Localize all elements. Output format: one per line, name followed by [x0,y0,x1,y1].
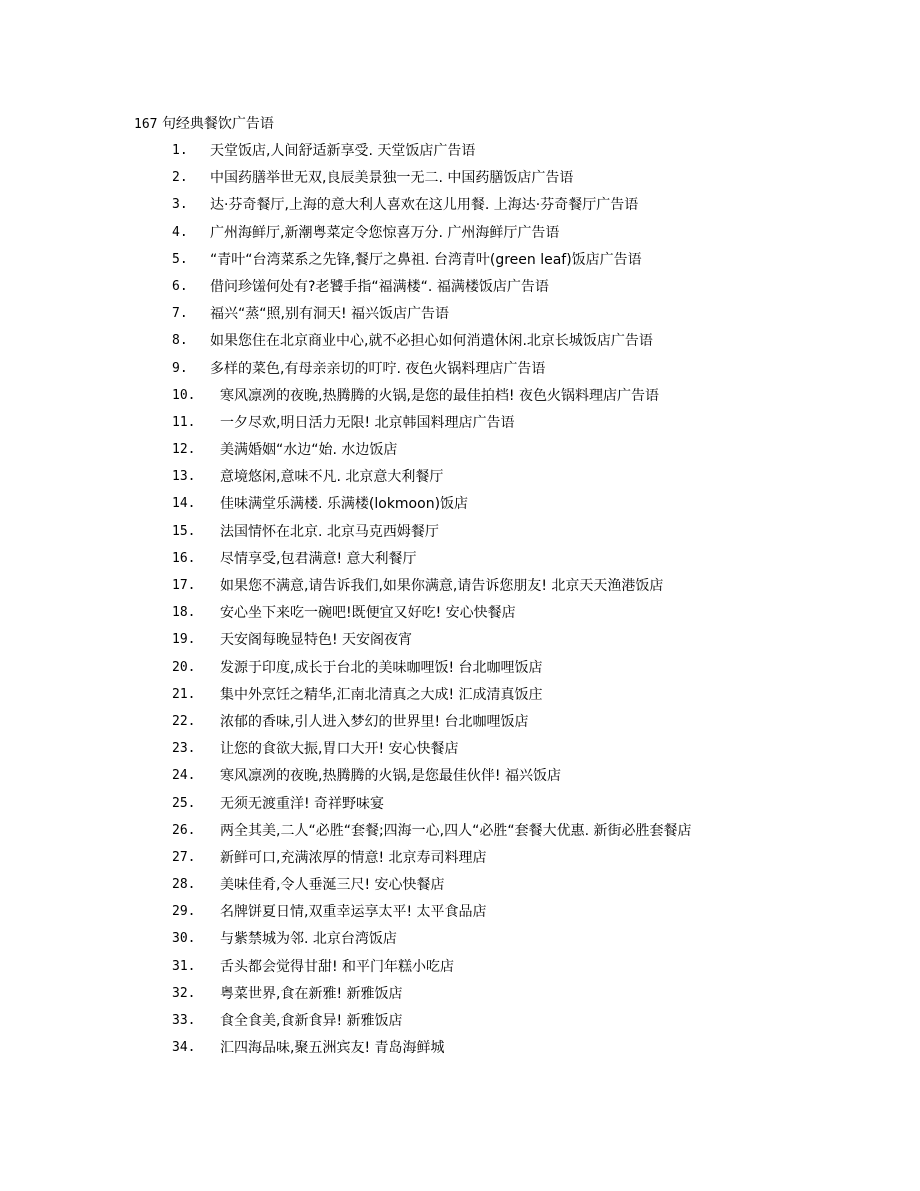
list-item-text: 让您的食欲大振,胃口大开! 安心快餐店 [220,741,459,758]
list-item [172,820,692,847]
list-item-number: 10. [172,387,196,403]
list-item-text: 如果您不满意,请告诉我们,如果你满意,请告诉您朋友! 北京天天渔港饭店 [220,578,664,594]
document-title [134,114,274,135]
list-item-number: 31. [172,958,196,974]
list-item-number: 11. [172,414,196,430]
list-item [172,901,692,928]
list-item-text: 法国情怀在北京. 北京马克西姆餐厅 [220,523,439,540]
list-item-number: 21. [172,686,196,702]
list-item [172,521,692,548]
list-item [172,167,692,194]
list-item-text: 一夕尽欢,明日活力无限! 北京韩国料理店广告语 [220,414,515,431]
list-item-number: 22. [172,713,196,729]
list-item-number: 18. [172,605,196,621]
list-item-number: 20. [172,659,196,675]
title-text: 句经典餐饮广告语 [161,116,274,132]
list-item-number: 9. [172,360,188,376]
list-item-text: 中国药膳举世无双,良辰美景独一无二. 中国药膳饭店广告语 [210,170,574,187]
list-item [172,222,692,249]
list-item-text: 新鲜可口,充满浓厚的情意! 北京寿司料理店 [220,849,487,866]
list-item [172,385,692,412]
list-item-number: 26. [172,822,196,838]
list-item-text: 借问珍馐何处有?老饕手指“福满楼“. 福满楼饭店广告语 [210,278,549,295]
list-item [172,276,692,303]
list-item-text: 天安阁每晚显特色! 天安阁夜宵 [220,632,413,649]
list-item [172,466,692,493]
list-item [172,412,692,439]
list-item-number: 12. [172,442,196,458]
list-item [172,874,692,901]
list-item-text: 两全其美,二人“必胜“套餐;四海一心,四人“必胜“套餐大优惠. 新街必胜套餐店 [220,822,692,839]
list-item [172,793,692,820]
list-item-number: 2. [172,170,188,186]
list-item-number: 1. [172,143,188,158]
list-item [172,629,692,656]
list-item [172,439,692,466]
list-item-text: 无须无渡重洋! 奇祥野味宴 [220,795,385,812]
list-item-number: 7. [172,306,188,322]
list-item [172,493,692,520]
list-item-text: 美满婚姻“水边“始. 水边饭店 [220,442,398,459]
list-item-text: 天堂饭店,人间舒适新享受. 天堂饭店广告语 [210,143,476,159]
list-item-number: 8. [172,333,188,349]
list-item-text: 粤菜世界,食在新雅! 新雅饭店 [220,985,403,1002]
list-item-number: 14. [172,496,196,512]
list-item [172,657,692,684]
list-item [172,983,692,1010]
list-item-text: 汇四海品味,聚五洲宾友! 青岛海鲜城 [220,1040,445,1057]
list-item-number: 17. [172,578,196,593]
list-item-text: 美味佳肴,令人垂涎三尺! 安心快餐店 [220,877,445,894]
list-item-number: 15. [172,523,196,539]
list-item-text: 达·芬奇餐厅,上海的意大利人喜欢在这儿用餐. 上海达·芬奇餐厅广告语 [210,197,639,214]
list-item [172,330,692,357]
list-item-text: 福兴“蒸“照,别有洞天! 福兴饭店广告语 [210,306,450,323]
list-item-number: 24. [172,768,196,784]
list-item-text: 集中外烹饪之精华,汇南北清真之大成! 汇成清真饭庄 [220,686,543,703]
list-item [172,738,692,765]
list-item-number: 5. [172,251,188,267]
list-item-number: 6. [172,278,188,294]
list-item-text: 与紫禁城为邻. 北京台湾饭店 [220,931,397,948]
list-item-number: 34. [172,1040,196,1056]
list-item-text: 安心坐下来吃一碗吧!既便宜又好吃! 安心快餐店 [220,605,516,622]
list-item-number: 4. [172,224,188,240]
list-item [172,1037,692,1064]
list-item-text: 意境悠闲,意味不凡. 北京意大利餐厅 [220,469,444,486]
list-item [172,140,692,167]
list-item-text: 名牌饼夏日情,双重幸运享太平! 太平食品店 [220,904,487,921]
list-item-text: 舌头都会觉得甘甜! 和平门年糕小吃店 [220,958,455,975]
list-item [172,303,692,330]
list-item-number: 3. [172,197,188,213]
list-item [172,194,692,221]
list-item-text: 寒风凛冽的夜晚,热腾腾的火锅,是您的最佳拍档! 夜色火锅料理店广告语 [220,387,659,404]
list-item-number: 13. [172,469,196,485]
list-item-number: 25. [172,795,196,811]
list-item [172,956,692,983]
list-item-text: 食全食美,食新食异! 新雅饭店 [220,1013,403,1029]
list-item [172,575,692,602]
list-item-number: 33. [172,1013,196,1028]
list-item-text: 发源于印度,成长于台北的美味咖哩饭! 台北咖哩饭店 [220,659,543,676]
list-item-text: 广州海鲜厅,新潮粤菜定令您惊喜万分. 广州海鲜厅广告语 [210,224,560,241]
list-item [172,548,692,575]
list-item [172,847,692,874]
list-item-text: 浓郁的香味,引人进入梦幻的世界里! 台北咖哩饭店 [220,713,529,730]
list-item [172,358,692,385]
list-item-text: 尽情享受,包君满意! 意大利餐厅 [220,550,417,567]
list-item [172,765,692,792]
list-item-number: 28. [172,877,196,893]
list-item-text: 佳味满堂乐满楼. 乐满楼(lokmoon)饭店 [220,496,469,513]
list-item-number: 30. [172,931,196,947]
title-number: 167 [134,117,158,132]
list-item [172,249,692,276]
list-item-number: 16. [172,550,196,566]
list-item [172,1010,692,1037]
list-item-number: 32. [172,985,196,1001]
list-item-number: 19. [172,632,196,648]
list-item-number: 29. [172,904,196,920]
list-item [172,684,692,711]
list-item [172,711,692,738]
list-item-text: 寒风凛冽的夜晚,热腾腾的火锅,是您最佳伙伴! 福兴饭店 [220,768,561,785]
list-item [172,602,692,629]
list-item-text: “青叶“台湾菜系之先锋,餐厅之鼻祖. 台湾青叶(green leaf)饭店广告语 [210,251,642,268]
list-item-text: 多样的菜色,有母亲亲切的叮咛. 夜色火锅料理店广告语 [210,360,546,377]
list-item [172,928,692,955]
slogan-list [172,140,692,1064]
list-item-text: 如果您住在北京商业中心,就不必担心如何消遣休闲.北京长城饭店广告语 [210,333,653,350]
list-item-number: 23. [172,741,196,757]
list-item-number: 27. [172,849,196,865]
